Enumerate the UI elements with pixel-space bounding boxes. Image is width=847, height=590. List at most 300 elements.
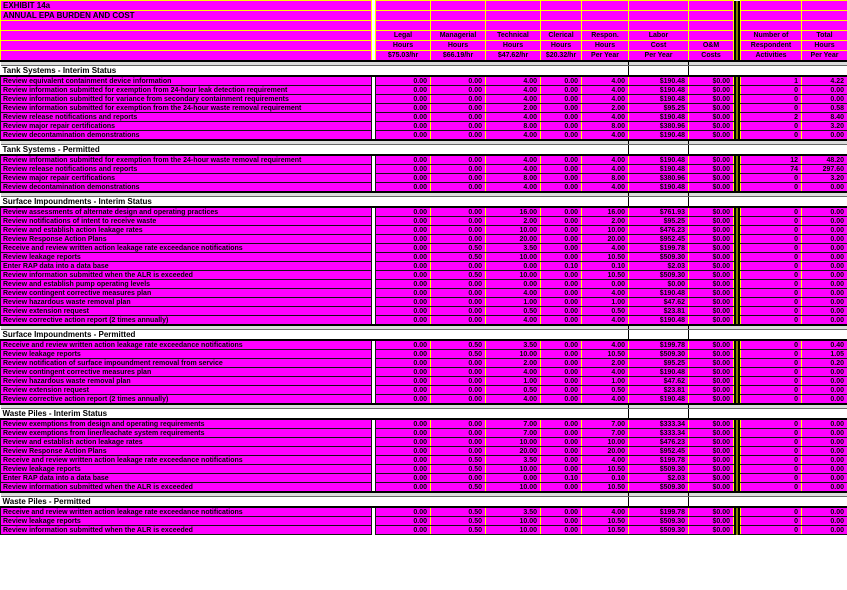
cell-legal-hours[interactable]: 0.00 <box>376 368 431 377</box>
cell-technical-hours[interactable]: 10.00 <box>486 350 541 359</box>
cell-om-costs[interactable]: $0.00 <box>689 298 734 307</box>
cell-om-costs[interactable]: $0.00 <box>689 483 734 493</box>
cell-legal-hours[interactable]: 0.00 <box>376 340 431 350</box>
cell-legal-hours[interactable]: 0.00 <box>376 307 431 316</box>
cell-total-hours-per-year[interactable]: 0.00 <box>802 526 847 535</box>
cell-managerial-hours[interactable]: 0.00 <box>431 95 486 104</box>
activity-label[interactable]: Review information submitted for exemption from the 24-hour waste removal requirement <box>1 155 372 165</box>
cell-technical-hours[interactable]: 4.00 <box>486 183 541 193</box>
column-header-respondent-hours[interactable]: Respon. <box>582 31 629 41</box>
cell-managerial-hours[interactable]: 0.00 <box>431 131 486 141</box>
cell-clerical-hours[interactable]: 0.00 <box>541 113 582 122</box>
cell-clerical-hours[interactable]: 0.10 <box>541 262 582 271</box>
exhibit-title[interactable]: EXHIBIT 14a <box>1 1 372 11</box>
cell-managerial-hours[interactable]: 0.50 <box>431 465 486 474</box>
cell-managerial-hours[interactable]: 0.50 <box>431 271 486 280</box>
cell-clerical-hours[interactable]: 0.00 <box>541 289 582 298</box>
cell-managerial-hours[interactable]: 0.50 <box>431 517 486 526</box>
cell-number-of-respondent-activities[interactable]: 0 <box>741 289 802 298</box>
activity-label[interactable]: Review contingent corrective measures plan <box>1 289 372 298</box>
cell-respondent-hours-per-year[interactable]: 0.00 <box>582 280 629 289</box>
cell-managerial-hours[interactable]: 0.00 <box>431 438 486 447</box>
cell-respondent-hours-per-year[interactable]: 10.50 <box>582 517 629 526</box>
cell-legal-hours[interactable]: 0.00 <box>376 483 431 493</box>
cell-total-hours-per-year[interactable]: 0.40 <box>802 340 847 350</box>
cell-number-of-respondent-activities[interactable]: 0 <box>741 483 802 493</box>
cell-total-hours-per-year[interactable]: 0.00 <box>802 262 847 271</box>
cell-managerial-hours[interactable]: 0.00 <box>431 377 486 386</box>
cell-labor-cost-per-year[interactable]: $509.30 <box>629 517 689 526</box>
cell-respondent-hours-per-year[interactable]: 2.00 <box>582 359 629 368</box>
cell-om-costs[interactable]: $0.00 <box>689 235 734 244</box>
cell-technical-hours[interactable]: 4.00 <box>486 95 541 104</box>
cell-managerial-hours[interactable]: 0.00 <box>431 76 486 86</box>
activity-label[interactable]: Review extension request <box>1 307 372 316</box>
section-title[interactable]: Waste Piles - Permitted <box>1 497 372 508</box>
cell-clerical-hours[interactable]: 0.00 <box>541 507 582 517</box>
cell-technical-hours[interactable]: 10.00 <box>486 271 541 280</box>
cell-managerial-hours[interactable]: 0.00 <box>431 474 486 483</box>
cell-respondent-hours-per-year[interactable]: 10.50 <box>582 526 629 535</box>
cell-legal-hours[interactable]: 0.00 <box>376 155 431 165</box>
cell-om-costs[interactable]: $0.00 <box>689 155 734 165</box>
cell-managerial-hours[interactable]: 0.50 <box>431 526 486 535</box>
cell-technical-hours[interactable]: 2.00 <box>486 359 541 368</box>
cell-legal-hours[interactable]: 0.00 <box>376 113 431 122</box>
cell-number-of-respondent-activities[interactable]: 0 <box>741 377 802 386</box>
cell-total-hours-per-year[interactable]: 0.00 <box>802 244 847 253</box>
cell-legal-hours[interactable]: 0.00 <box>376 316 431 326</box>
cell-om-costs[interactable]: $0.00 <box>689 395 734 405</box>
cell-total-hours-per-year[interactable]: 0.00 <box>802 86 847 95</box>
cell-number-of-respondent-activities[interactable]: 0 <box>741 207 802 217</box>
cell-om-costs[interactable]: $0.00 <box>689 113 734 122</box>
activity-label[interactable]: Review information submitted when the ALR is exceeded <box>1 526 372 535</box>
cell-total-hours-per-year[interactable]: 0.00 <box>802 131 847 141</box>
cell-technical-hours[interactable]: 10.00 <box>486 517 541 526</box>
cell-number-of-respondent-activities[interactable]: 0 <box>741 86 802 95</box>
cell-labor-cost-per-year[interactable]: $199.78 <box>629 244 689 253</box>
cell-technical-hours[interactable]: 20.00 <box>486 235 541 244</box>
cell-number-of-respondent-activities[interactable]: 0 <box>741 226 802 235</box>
cell-om-costs[interactable]: $0.00 <box>689 456 734 465</box>
cell-respondent-hours-per-year[interactable]: 0.50 <box>582 386 629 395</box>
cell-total-hours-per-year[interactable]: 0.00 <box>802 183 847 193</box>
activity-label[interactable]: Receive and review written action leakage rate exceedance notifications <box>1 244 372 253</box>
cell-labor-cost-per-year[interactable]: $190.48 <box>629 289 689 298</box>
activity-label[interactable]: Review release notifications and reports <box>1 113 372 122</box>
cell-legal-hours[interactable]: 0.00 <box>376 76 431 86</box>
cell-om-costs[interactable]: $0.00 <box>689 517 734 526</box>
activity-label[interactable]: Enter RAP data into a data base <box>1 474 372 483</box>
cell-technical-hours[interactable]: 8.00 <box>486 174 541 183</box>
cell-clerical-hours[interactable]: 0.00 <box>541 95 582 104</box>
cell-total-hours-per-year[interactable]: 0.00 <box>802 368 847 377</box>
cell-legal-hours[interactable]: 0.00 <box>376 456 431 465</box>
cell-number-of-respondent-activities[interactable]: 12 <box>741 155 802 165</box>
cell-clerical-hours[interactable]: 0.00 <box>541 350 582 359</box>
cell-labor-cost-per-year[interactable]: $333.34 <box>629 419 689 429</box>
cell-clerical-hours[interactable]: 0.00 <box>541 131 582 141</box>
cell-total-hours-per-year[interactable]: 48.20 <box>802 155 847 165</box>
cell-total-hours-per-year[interactable]: 0.20 <box>802 359 847 368</box>
cell-managerial-hours[interactable]: 0.00 <box>431 298 486 307</box>
activity-label[interactable]: Review corrective action report (2 times annually) <box>1 395 372 405</box>
cell-labor-cost-per-year[interactable]: $2.03 <box>629 474 689 483</box>
cell-technical-hours[interactable]: 4.00 <box>486 289 541 298</box>
cell-number-of-respondent-activities[interactable]: 0 <box>741 280 802 289</box>
cell-total-hours-per-year[interactable]: 0.00 <box>802 507 847 517</box>
cell-respondent-hours-per-year[interactable]: 4.00 <box>582 155 629 165</box>
section-title[interactable]: Tank Systems - Interim Status <box>1 66 372 77</box>
cell-labor-cost-per-year[interactable]: $23.81 <box>629 386 689 395</box>
activity-label[interactable]: Review assessments of alternate design and operating practices <box>1 207 372 217</box>
cell-number-of-respondent-activities[interactable]: 0 <box>741 316 802 326</box>
cell-number-of-respondent-activities[interactable]: 0 <box>741 174 802 183</box>
cell-technical-hours[interactable]: 4.00 <box>486 131 541 141</box>
cell-om-costs[interactable]: $0.00 <box>689 316 734 326</box>
cell-respondent-hours-per-year[interactable]: 4.00 <box>582 183 629 193</box>
activity-label[interactable]: Review information submitted for variance from secondary containment requirements <box>1 95 372 104</box>
cell-number-of-respondent-activities[interactable]: 1 <box>741 76 802 86</box>
cell-total-hours-per-year[interactable]: 0.00 <box>802 377 847 386</box>
cell-legal-hours[interactable]: 0.00 <box>376 244 431 253</box>
cell-respondent-hours-per-year[interactable]: 7.00 <box>582 429 629 438</box>
cell-clerical-hours[interactable]: 0.00 <box>541 447 582 456</box>
activity-label[interactable]: Review corrective action report (2 times annually) <box>1 316 372 326</box>
cell-technical-hours[interactable]: 0.50 <box>486 386 541 395</box>
cell-labor-cost-per-year[interactable]: $509.30 <box>629 271 689 280</box>
cell-technical-hours[interactable]: 0.00 <box>486 280 541 289</box>
cell-respondent-hours-per-year[interactable]: 4.00 <box>582 165 629 174</box>
cell-labor-cost-per-year[interactable]: $190.48 <box>629 183 689 193</box>
cell-respondent-hours-per-year[interactable]: 4.00 <box>582 395 629 405</box>
cell-managerial-hours[interactable]: 0.50 <box>431 456 486 465</box>
cell-om-costs[interactable]: $0.00 <box>689 76 734 86</box>
cell-labor-cost-per-year[interactable]: $190.48 <box>629 113 689 122</box>
cell-labor-cost-per-year[interactable]: $199.78 <box>629 456 689 465</box>
cell-legal-hours[interactable]: 0.00 <box>376 104 431 113</box>
cell-respondent-hours-per-year[interactable]: 10.50 <box>582 465 629 474</box>
cell-number-of-respondent-activities[interactable]: 0 <box>741 262 802 271</box>
cell-technical-hours[interactable]: 4.00 <box>486 76 541 86</box>
cell-technical-hours[interactable]: 7.00 <box>486 429 541 438</box>
cell-number-of-respondent-activities[interactable]: 0 <box>741 507 802 517</box>
cell-labor-cost-per-year[interactable]: $190.48 <box>629 165 689 174</box>
cell-legal-hours[interactable]: 0.00 <box>376 438 431 447</box>
activity-label[interactable]: Review exemptions from design and operating requirements <box>1 419 372 429</box>
cell-technical-hours[interactable]: 4.00 <box>486 86 541 95</box>
cell-total-hours-per-year[interactable]: 0.00 <box>802 235 847 244</box>
cell-legal-hours[interactable]: 0.00 <box>376 419 431 429</box>
column-header-respondent-activities[interactable]: Number of <box>741 31 802 41</box>
cell-legal-hours[interactable]: 0.00 <box>376 447 431 456</box>
cell-technical-hours[interactable]: 10.00 <box>486 483 541 493</box>
activity-label[interactable]: Review and establish action leakage rates <box>1 438 372 447</box>
cell-om-costs[interactable]: $0.00 <box>689 131 734 141</box>
cell-clerical-hours[interactable]: 0.00 <box>541 316 582 326</box>
section-title[interactable]: Surface Impoundments - Permitted <box>1 330 372 341</box>
cell-clerical-hours[interactable]: 0.00 <box>541 271 582 280</box>
cell-total-hours-per-year[interactable]: 0.00 <box>802 474 847 483</box>
cell-clerical-hours[interactable]: 0.00 <box>541 465 582 474</box>
cell-clerical-hours[interactable]: 0.10 <box>541 474 582 483</box>
activity-label[interactable]: Review notifications of intent to receive waste <box>1 217 372 226</box>
column-header-clerical-hours[interactable]: Clerical <box>541 31 582 41</box>
cell-total-hours-per-year[interactable]: 1.05 <box>802 350 847 359</box>
cell-managerial-hours[interactable]: 0.00 <box>431 104 486 113</box>
cell-total-hours-per-year[interactable]: 0.00 <box>802 289 847 298</box>
activity-label[interactable]: Review Response Action Plans <box>1 235 372 244</box>
cell-om-costs[interactable]: $0.00 <box>689 429 734 438</box>
cell-om-costs[interactable]: $0.00 <box>689 474 734 483</box>
cell-respondent-hours-per-year[interactable]: 4.00 <box>582 244 629 253</box>
cell-labor-cost-per-year[interactable]: $23.81 <box>629 307 689 316</box>
cell-om-costs[interactable]: $0.00 <box>689 207 734 217</box>
cell-labor-cost-per-year[interactable]: $333.34 <box>629 429 689 438</box>
cell-legal-hours[interactable]: 0.00 <box>376 289 431 298</box>
cell-respondent-hours-per-year[interactable]: 0.50 <box>582 307 629 316</box>
cell-legal-hours[interactable]: 0.00 <box>376 386 431 395</box>
activity-label[interactable]: Review information submitted when the ALR is exceeded <box>1 271 372 280</box>
cell-legal-hours[interactable]: 0.00 <box>376 271 431 280</box>
column-header-managerial-hours[interactable]: Managerial <box>431 31 486 41</box>
activity-label[interactable]: Review contingent corrective measures plan <box>1 368 372 377</box>
cell-labor-cost-per-year[interactable]: $380.96 <box>629 174 689 183</box>
activity-label[interactable]: Review Response Action Plans <box>1 447 372 456</box>
cell-respondent-hours-per-year[interactable]: 4.00 <box>582 507 629 517</box>
cell-number-of-respondent-activities[interactable]: 0 <box>741 183 802 193</box>
cell-managerial-hours[interactable]: 0.50 <box>431 340 486 350</box>
cell-number-of-respondent-activities[interactable]: 0 <box>741 419 802 429</box>
legal-rate[interactable]: $75.03/hr <box>376 51 431 62</box>
cell-technical-hours[interactable]: 3.50 <box>486 244 541 253</box>
cell-legal-hours[interactable]: 0.00 <box>376 395 431 405</box>
activity-label[interactable]: Review hazardous waste removal plan <box>1 298 372 307</box>
cell-legal-hours[interactable]: 0.00 <box>376 165 431 174</box>
cell-technical-hours[interactable]: 4.00 <box>486 113 541 122</box>
cell-legal-hours[interactable]: 0.00 <box>376 350 431 359</box>
cell-respondent-hours-per-year[interactable]: 4.00 <box>582 113 629 122</box>
cell-technical-hours[interactable]: 2.00 <box>486 104 541 113</box>
cell-technical-hours[interactable]: 7.00 <box>486 419 541 429</box>
cell-legal-hours[interactable]: 0.00 <box>376 429 431 438</box>
cell-managerial-hours[interactable]: 0.00 <box>431 217 486 226</box>
cell-number-of-respondent-activities[interactable]: 0 <box>741 244 802 253</box>
cell-technical-hours[interactable]: 1.00 <box>486 298 541 307</box>
cell-technical-hours[interactable]: 20.00 <box>486 447 541 456</box>
cell-total-hours-per-year[interactable]: 0.00 <box>802 483 847 493</box>
cell-respondent-hours-per-year[interactable]: 4.00 <box>582 95 629 104</box>
cell-clerical-hours[interactable]: 0.00 <box>541 76 582 86</box>
cell-technical-hours[interactable]: 4.00 <box>486 155 541 165</box>
cell-number-of-respondent-activities[interactable]: 0 <box>741 474 802 483</box>
cell-clerical-hours[interactable]: 0.00 <box>541 217 582 226</box>
cell-number-of-respondent-activities[interactable]: 0 <box>741 368 802 377</box>
cell-om-costs[interactable]: $0.00 <box>689 438 734 447</box>
cell-om-costs[interactable]: $0.00 <box>689 217 734 226</box>
cell-respondent-hours-per-year[interactable]: 0.10 <box>582 474 629 483</box>
cell-respondent-hours-per-year[interactable]: 10.50 <box>582 253 629 262</box>
cell-clerical-hours[interactable]: 0.00 <box>541 253 582 262</box>
cell-labor-cost-per-year[interactable]: $476.23 <box>629 438 689 447</box>
cell-number-of-respondent-activities[interactable]: 0 <box>741 456 802 465</box>
cell-om-costs[interactable]: $0.00 <box>689 526 734 535</box>
cell-labor-cost-per-year[interactable]: $190.48 <box>629 368 689 377</box>
cell-om-costs[interactable]: $0.00 <box>689 386 734 395</box>
cell-technical-hours[interactable]: 2.00 <box>486 217 541 226</box>
cell-number-of-respondent-activities[interactable]: 0 <box>741 350 802 359</box>
cell-total-hours-per-year[interactable]: 0.00 <box>802 447 847 456</box>
cell-number-of-respondent-activities[interactable]: 0 <box>741 438 802 447</box>
section-title[interactable]: Surface Impoundments - Interim Status <box>1 197 372 208</box>
activity-label[interactable]: Review information submitted for exemption from 24-hour leak detection requirement <box>1 86 372 95</box>
cell-technical-hours[interactable]: 3.50 <box>486 456 541 465</box>
cell-om-costs[interactable]: $0.00 <box>689 359 734 368</box>
activity-label[interactable]: Review decontamination demonstrations <box>1 183 372 193</box>
cell-number-of-respondent-activities[interactable]: 0 <box>741 526 802 535</box>
cell-om-costs[interactable]: $0.00 <box>689 465 734 474</box>
cell-legal-hours[interactable]: 0.00 <box>376 226 431 235</box>
cell-number-of-respondent-activities[interactable]: 0 <box>741 429 802 438</box>
cell-clerical-hours[interactable]: 0.00 <box>541 244 582 253</box>
cell-managerial-hours[interactable]: 0.00 <box>431 86 486 95</box>
cell-technical-hours[interactable]: 16.00 <box>486 207 541 217</box>
activity-label[interactable]: Receive and review written action leakage rate exceedance notifications <box>1 507 372 517</box>
cell-managerial-hours[interactable]: 0.00 <box>431 386 486 395</box>
cell-total-hours-per-year[interactable]: 0.00 <box>802 456 847 465</box>
cell-respondent-hours-per-year[interactable]: 1.00 <box>582 298 629 307</box>
cell-clerical-hours[interactable]: 0.00 <box>541 517 582 526</box>
cell-total-hours-per-year[interactable]: 0.00 <box>802 316 847 326</box>
activity-label[interactable]: Enter RAP data into a data base <box>1 262 372 271</box>
cell-total-hours-per-year[interactable]: 0.00 <box>802 395 847 405</box>
cell-om-costs[interactable]: $0.00 <box>689 226 734 235</box>
cell-total-hours-per-year[interactable]: 3.20 <box>802 174 847 183</box>
cell-om-costs[interactable]: $0.00 <box>689 419 734 429</box>
cell-technical-hours[interactable]: 0.00 <box>486 474 541 483</box>
cell-respondent-hours-per-year[interactable]: 0.10 <box>582 262 629 271</box>
activity-label[interactable]: Review leakage reports <box>1 253 372 262</box>
cell-labor-cost-per-year[interactable]: $199.78 <box>629 340 689 350</box>
activity-label[interactable]: Review major repair certifications <box>1 122 372 131</box>
cell-respondent-hours-per-year[interactable]: 20.00 <box>582 447 629 456</box>
cell-clerical-hours[interactable]: 0.00 <box>541 526 582 535</box>
cell-labor-cost-per-year[interactable]: $95.25 <box>629 359 689 368</box>
cell-legal-hours[interactable]: 0.00 <box>376 122 431 131</box>
cell-total-hours-per-year[interactable]: 0.00 <box>802 253 847 262</box>
cell-labor-cost-per-year[interactable]: $190.48 <box>629 131 689 141</box>
column-header-technical-hours[interactable]: Technical <box>486 31 541 41</box>
cell-managerial-hours[interactable]: 0.50 <box>431 507 486 517</box>
cell-om-costs[interactable]: $0.00 <box>689 165 734 174</box>
cell-total-hours-per-year[interactable]: 0.00 <box>802 226 847 235</box>
cell-respondent-hours-per-year[interactable]: 2.00 <box>582 217 629 226</box>
cell-respondent-hours-per-year[interactable]: 4.00 <box>582 86 629 95</box>
cell-respondent-hours-per-year[interactable]: 20.00 <box>582 235 629 244</box>
technical-rate[interactable]: $47.62/hr <box>486 51 541 62</box>
cell-technical-hours[interactable]: 10.00 <box>486 438 541 447</box>
cell-clerical-hours[interactable]: 0.00 <box>541 122 582 131</box>
cell-clerical-hours[interactable]: 0.00 <box>541 174 582 183</box>
cell-clerical-hours[interactable]: 0.00 <box>541 307 582 316</box>
cell-om-costs[interactable]: $0.00 <box>689 307 734 316</box>
cell-managerial-hours[interactable]: 0.00 <box>431 155 486 165</box>
cell-respondent-hours-per-year[interactable]: 4.00 <box>582 456 629 465</box>
cell-clerical-hours[interactable]: 0.00 <box>541 456 582 465</box>
cell-managerial-hours[interactable]: 0.00 <box>431 429 486 438</box>
cell-number-of-respondent-activities[interactable]: 0 <box>741 271 802 280</box>
cell-clerical-hours[interactable]: 0.00 <box>541 226 582 235</box>
activity-label[interactable]: Review decontamination demonstrations <box>1 131 372 141</box>
section-title[interactable]: Tank Systems - Permitted <box>1 145 372 156</box>
cell-managerial-hours[interactable]: 0.00 <box>431 262 486 271</box>
cell-labor-cost-per-year[interactable]: $95.25 <box>629 104 689 113</box>
cell-legal-hours[interactable]: 0.00 <box>376 217 431 226</box>
cell-total-hours-per-year[interactable]: 0.00 <box>802 280 847 289</box>
cell-legal-hours[interactable]: 0.00 <box>376 465 431 474</box>
cell-om-costs[interactable]: $0.00 <box>689 183 734 193</box>
cell-legal-hours[interactable]: 0.00 <box>376 474 431 483</box>
cell-managerial-hours[interactable]: 0.50 <box>431 350 486 359</box>
cell-technical-hours[interactable]: 3.50 <box>486 507 541 517</box>
cell-legal-hours[interactable]: 0.00 <box>376 377 431 386</box>
cell-number-of-respondent-activities[interactable]: 0 <box>741 131 802 141</box>
cell-technical-hours[interactable]: 0.50 <box>486 307 541 316</box>
cell-number-of-respondent-activities[interactable]: 0 <box>741 307 802 316</box>
cell-clerical-hours[interactable]: 0.00 <box>541 235 582 244</box>
cell-respondent-hours-per-year[interactable]: 10.50 <box>582 271 629 280</box>
cell-clerical-hours[interactable]: 0.00 <box>541 155 582 165</box>
cell-managerial-hours[interactable]: 0.50 <box>431 483 486 493</box>
cell-om-costs[interactable]: $0.00 <box>689 447 734 456</box>
cell-legal-hours[interactable]: 0.00 <box>376 526 431 535</box>
clerical-rate[interactable]: $20.32/hr <box>541 51 582 62</box>
cell-respondent-hours-per-year[interactable]: 2.00 <box>582 104 629 113</box>
cell-managerial-hours[interactable]: 0.00 <box>431 307 486 316</box>
cell-om-costs[interactable]: $0.00 <box>689 122 734 131</box>
cell-clerical-hours[interactable]: 0.00 <box>541 165 582 174</box>
cell-number-of-respondent-activities[interactable]: 2 <box>741 113 802 122</box>
cell-labor-cost-per-year[interactable]: $190.48 <box>629 316 689 326</box>
cell-clerical-hours[interactable]: 0.00 <box>541 386 582 395</box>
cell-labor-cost-per-year[interactable]: $380.96 <box>629 122 689 131</box>
cell-clerical-hours[interactable]: 0.00 <box>541 377 582 386</box>
cell-om-costs[interactable]: $0.00 <box>689 262 734 271</box>
cell-number-of-respondent-activities[interactable]: 0 <box>741 447 802 456</box>
cell-technical-hours[interactable]: 3.50 <box>486 340 541 350</box>
cell-total-hours-per-year[interactable]: 0.00 <box>802 419 847 429</box>
managerial-rate[interactable]: $66.19/hr <box>431 51 486 62</box>
cell-total-hours-per-year[interactable]: 3.20 <box>802 122 847 131</box>
cell-respondent-hours-per-year[interactable]: 7.00 <box>582 419 629 429</box>
cell-om-costs[interactable]: $0.00 <box>689 350 734 359</box>
cell-managerial-hours[interactable]: 0.50 <box>431 253 486 262</box>
column-header-labor-cost[interactable]: Labor <box>629 31 689 41</box>
cell-respondent-hours-per-year[interactable]: 4.00 <box>582 368 629 377</box>
cell-number-of-respondent-activities[interactable]: 0 <box>741 104 802 113</box>
activity-label[interactable]: Review release notifications and reports <box>1 165 372 174</box>
activity-label[interactable]: Review and establish action leakage rates <box>1 226 372 235</box>
activity-label[interactable]: Review information submitted for exemption from the 24-hour waste removal requirement <box>1 104 372 113</box>
cell-labor-cost-per-year[interactable]: $2.03 <box>629 262 689 271</box>
cell-managerial-hours[interactable]: 0.00 <box>431 289 486 298</box>
column-header-total-hours[interactable]: Total <box>802 31 847 41</box>
cell-om-costs[interactable]: $0.00 <box>689 271 734 280</box>
cell-number-of-respondent-activities[interactable]: 0 <box>741 298 802 307</box>
cell-technical-hours[interactable]: 10.00 <box>486 465 541 474</box>
activity-label[interactable]: Review information submitted when the ALR is exceeded <box>1 483 372 493</box>
